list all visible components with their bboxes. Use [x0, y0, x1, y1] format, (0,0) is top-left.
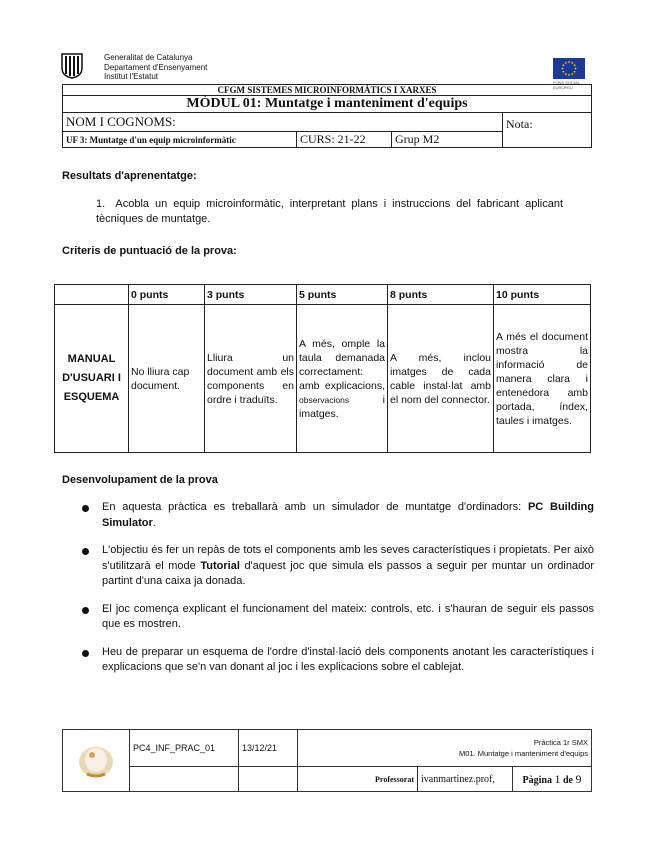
list-item	[82, 543, 594, 590]
footer-description	[298, 730, 592, 767]
group-label: Grup M2	[392, 132, 503, 148]
page-prefix: Pàgina	[522, 774, 552, 786]
bullet-text-bold: Tutorial	[200, 559, 240, 572]
criteria-cell-5-main: A més, omple la taula demanada correctament: amb explicacions,	[299, 337, 385, 392]
criteria-cell-10: A més el document mostra la informació de manera clara i entenedora amb portada, índex, taules i imatges.	[494, 305, 591, 453]
eu-flag-logo	[553, 58, 585, 79]
footer-code: PC4_INF_PRAC_01	[130, 730, 239, 767]
eu-star	[571, 62, 573, 64]
eu-star	[562, 71, 564, 73]
criteria-header-10: 10 punts	[494, 285, 591, 305]
footer-table	[62, 729, 592, 792]
eu-star	[574, 71, 576, 73]
eu-star	[568, 61, 570, 63]
development-list	[82, 500, 594, 688]
criteria-header-5: 5 punts	[297, 285, 388, 305]
criteria-row-label: MANUAL D'USUARI I ESQUEMA	[55, 305, 129, 453]
criteria-header-3: 3 punts	[205, 285, 297, 305]
eu-star	[562, 64, 564, 66]
criteria-header-empty	[55, 285, 129, 305]
criteria-cell-5-tail: i imatges.	[299, 393, 385, 420]
bullet-text-pre: El joc comença explicant el funcionament del mateix: controls, etc. i s'hauran de seguir els passos que es mostren.	[102, 602, 594, 630]
footer-teacher-label: Professorat	[298, 767, 418, 792]
list-item	[82, 500, 594, 531]
eu-caption: FONS SOCIAL EUROPEU	[553, 80, 580, 90]
criteria-cell-0: No lliura cap document.	[129, 305, 205, 453]
footer-logo-cell	[63, 730, 130, 792]
institution-line-3: Institut l'Estatut	[104, 72, 158, 81]
bullet-text-pre: Heu de preparar un esquema de l'ordre d'instal·lació dels components anotant les característiques i explicacions que se'n van donant al joc i les explicacions sobre el cablejat.	[102, 645, 594, 673]
eu-star	[565, 73, 567, 75]
criteria-cell-8: A més, inclou imatges de cada cable instal·lat amb el nom del connector.	[388, 305, 494, 453]
criteria-cell-5	[297, 305, 388, 453]
header-table	[62, 84, 592, 148]
results-item-number: 1.	[96, 198, 106, 210]
eu-star	[575, 68, 577, 70]
page-total: 9	[575, 771, 582, 786]
list-item	[82, 645, 594, 676]
bullet-text-post: .	[152, 516, 156, 529]
bullet-dot	[82, 505, 89, 512]
institution-line-1: Generalitat de Catalunya	[104, 53, 193, 62]
results-heading: Resultats d'aprenentatge:	[62, 170, 197, 182]
footer-empty-2	[239, 767, 298, 792]
footer-module: M01. Muntatge i manteniment d'equips	[458, 749, 588, 758]
criteria-heading: Criteris de puntuació de la prova:	[62, 245, 237, 257]
institution-line-2: Departament d'Ensenyament	[104, 62, 208, 72]
bullet-text-post: d'aquest joc que simula els passos a seguir per muntar un ordinador partint d'una caixa ja donada.	[102, 559, 594, 587]
footer-practice: Pràctica 1r SMX	[533, 738, 588, 747]
student-name-field[interactable]	[63, 113, 503, 132]
criteria-cell-5-small: observacions	[299, 394, 350, 405]
footer-page	[513, 767, 592, 792]
footer-empty-1	[130, 767, 239, 792]
criteria-cell-3: Lliura un document amb els components en ordre i traduïts.	[205, 305, 297, 453]
criteria-header-0: 0 punts	[129, 285, 205, 305]
eu-star	[568, 74, 570, 76]
generalitat-logo	[61, 53, 83, 79]
program-title: CFGM SISTEMES MICROINFORMÀTICS I XARXES	[63, 85, 592, 96]
grade-field[interactable]	[503, 113, 592, 148]
bullet-dot	[82, 650, 89, 657]
bullet-dot	[82, 607, 89, 614]
eu-star	[571, 73, 573, 75]
development-heading: Desenvolupament de la prova	[62, 474, 218, 486]
course-label: CURS: 21-22	[297, 132, 392, 148]
page-number: 1	[554, 771, 561, 786]
unit-label: UF 3: Muntatge d'un equip microinformàtic	[63, 132, 297, 148]
footer-date: 13/12/21	[239, 730, 298, 767]
eu-star	[562, 68, 564, 70]
results-item-text: Acobla un equip microinformàtic, interpretant plans i instruccions del fabricant aplicant tècniques de muntatge.	[96, 198, 563, 225]
school-logo	[75, 740, 117, 780]
page-separator: de	[562, 774, 573, 786]
grade-label: Nota:	[506, 117, 533, 131]
eu-star	[574, 64, 576, 66]
eu-star	[565, 62, 567, 64]
name-label: NOM I COGNOMS:	[66, 114, 176, 129]
bullet-text-pre: En aquesta pràctica es treballarà amb un simulador de muntatge d'ordinadors:	[102, 501, 528, 513]
institution-text	[104, 53, 207, 82]
list-item	[82, 602, 594, 633]
criteria-table	[54, 284, 591, 453]
criteria-header-8: 8 punts	[388, 285, 494, 305]
footer-teacher: ivanmartinez.prof,	[418, 767, 513, 792]
results-item	[96, 197, 563, 227]
bullet-text-pre: L'objectiu és fer un repàs de tots el components amb les seves característiques i propietats. Per això s'utilitzarà el mode	[102, 544, 594, 572]
bullet-text-bold: PC Building Simulator	[102, 501, 594, 529]
bullet-dot	[82, 548, 89, 555]
module-title: MÒDUL 01: Muntatge i manteniment d'equips	[63, 96, 592, 113]
